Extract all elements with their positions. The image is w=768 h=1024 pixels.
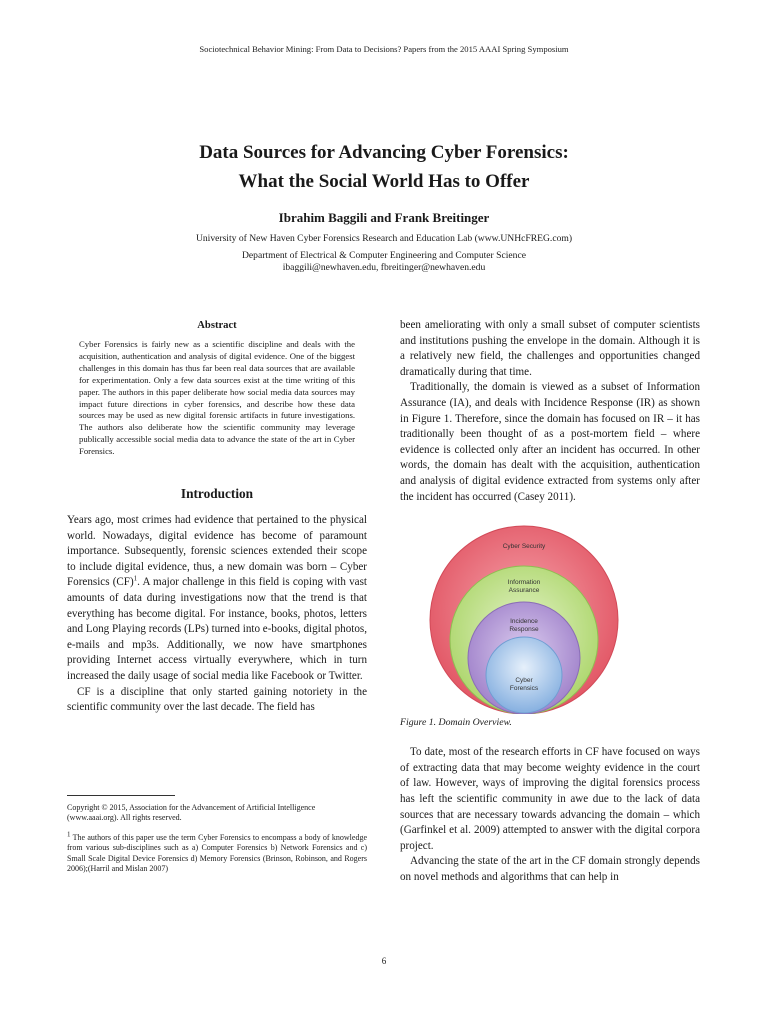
- figure-caption: Figure 1. Domain Overview.: [400, 717, 512, 729]
- title-line-1: Data Sources for Advancing Cyber Forensics:: [199, 142, 569, 163]
- information-assurance-label-2: Assurance: [508, 587, 540, 595]
- cyber-forensics-label-2: Forensics: [509, 685, 539, 693]
- footnote-mark: 1: [67, 830, 71, 839]
- intro-paragraph-2: CF is a discipline that only started gaining notoriety in the scientific community over the last decade. The field has: [67, 685, 367, 714]
- introduction-heading: Introduction: [180, 486, 254, 502]
- right-paragraph-3: To date, most of the research efforts in CF have focused on ways of extracting data that may become weighty evidence in the court of law. However, ways of improving the digital forensics process has left the scientific community in awe due to the lack of data sources that are necessary towards advancing the domain – which (Garfinkel et al. 2009) attempted to answer with the digital corpora project.: [400, 746, 700, 852]
- abstract-heading: Abstract: [197, 320, 237, 331]
- right-column-lower: [400, 745, 700, 885]
- right-paragraph-2: Traditionally, the domain is viewed as a subset of Information Assurance (IA), and deals with Incidence Response (IR) as shown in Figure 1. Therefore, since the domain has focused on IR – it has traditionally been thought of as a post-mortem field – where evidence is collected only after an incident has occurred. In other words, the domain has dealt with the acquisition, authentication and analysis of digital evidence extracted from systems only after the incident has occurred (Casey 2011).: [400, 381, 700, 503]
- abstract-text: Cyber Forensics is fairly new as a scientific discipline and deals with the acquisition, authentication and analysis of digital evidence. One of the biggest challenges in this domain has thus far been real data sources that are available for experimentation. Only a few data sources exist at the time writing of this paper. The authors in this paper deliberate how social media data sources may impact future directions in cyber forensics, and describe how these data sources may be used as new digital forensic artifacts in future investigations. The authors also deliberate how the scientific community may leverage publically accessible social media data to advance the state of the art in Cyber Forensics.: [79, 339, 355, 457]
- footnote-1: [67, 830, 367, 875]
- intro-paragraph-1: [67, 513, 367, 685]
- domain-overview-diagram: [400, 514, 700, 714]
- cyber-security-label: Cyber Security: [502, 543, 546, 551]
- affiliation-line-1: University of New Haven Cyber Forensics Research and Education Lab (www.UNHcFREG.com): [195, 233, 573, 244]
- footnotes: [67, 795, 367, 874]
- cyber-forensics-label-1: Cyber: [515, 677, 533, 685]
- page-number: 6: [381, 956, 387, 966]
- intro-p1-text-cont: . A major challenge in this field is coping with vast amounts of data during investigations now that the trend is that everything has become digital. For instance, books, photos, letters and Long Playing records (LPs) turned into e-books, digital photos, e-mails and mp3s. Additionally, we now have smartphones providing Internet access virtually everywhere, which in turn increased the daily usage of social media like Facebook or Twitter.: [67, 576, 367, 682]
- paper-title: [0, 138, 768, 196]
- footnote-rule: [67, 795, 175, 796]
- incidence-response-label-2: Response: [509, 626, 539, 634]
- intro-p1-text: Years ago, most crimes had evidence that pertained to the physical world. Nowadays, digital evidence has become of paramount importance. Subsequently, forensic sciences extended their scope to include digital evidence, thus, a new domain was born – Cyber Forensics (CF): [67, 514, 367, 589]
- right-column: [400, 318, 700, 885]
- authors: Ibrahim Baggili and Frank Breitinger: [278, 210, 490, 225]
- running-head: Sociotechnical Behavior Mining: From Data to Decisions? Papers from the 2015 AAAI Spring Symposium: [199, 44, 569, 54]
- cyber-forensics-circle: [486, 637, 562, 713]
- footnote-1-text: The authors of this paper use the term Cyber Forensics to encompass a body of knowledge from various sub-disciplines such as a) Computer Forensics b) Network Forensics and c) Small Scale Digital Device Forensics d) Memory Forensics (Brinson, Robinson, and Rogers 2006);(Harril and Mislan 2007): [67, 832, 367, 874]
- affiliation-emails: ibaggili@newhaven.edu, fbreitinger@newhaven.edu: [282, 262, 486, 273]
- right-column-upper: [400, 318, 700, 505]
- incidence-response-label-1: Incidence: [510, 618, 538, 626]
- affiliation-line-2: Department of Electrical & Computer Engineering and Computer Science: [242, 249, 526, 261]
- copyright-notice: Copyright © 2015, Association for the Advancement of Artificial Intelligence (www.aaai.org). All rights reserved.: [67, 803, 316, 823]
- footnote-ref: 1: [133, 574, 138, 583]
- affiliation: [0, 233, 768, 275]
- right-paragraph-4: Advancing the state of the art in the CF domain strongly depends on novel methods and algorithms that can help in: [400, 855, 700, 883]
- figure-1: [400, 514, 700, 714]
- abstract-body: [79, 339, 355, 458]
- right-paragraph-1: been ameliorating with only a small subset of computer scientists and institutions pushing the envelope in the domain. Although it is a relatively new field, the challenges and opportunities changed dramatically during that time.: [400, 319, 700, 378]
- title-line-2: What the Social World Has to Offer: [238, 171, 530, 192]
- introduction-body: [67, 513, 367, 716]
- information-assurance-label-1: Information: [507, 579, 541, 587]
- left-column: [67, 318, 367, 716]
